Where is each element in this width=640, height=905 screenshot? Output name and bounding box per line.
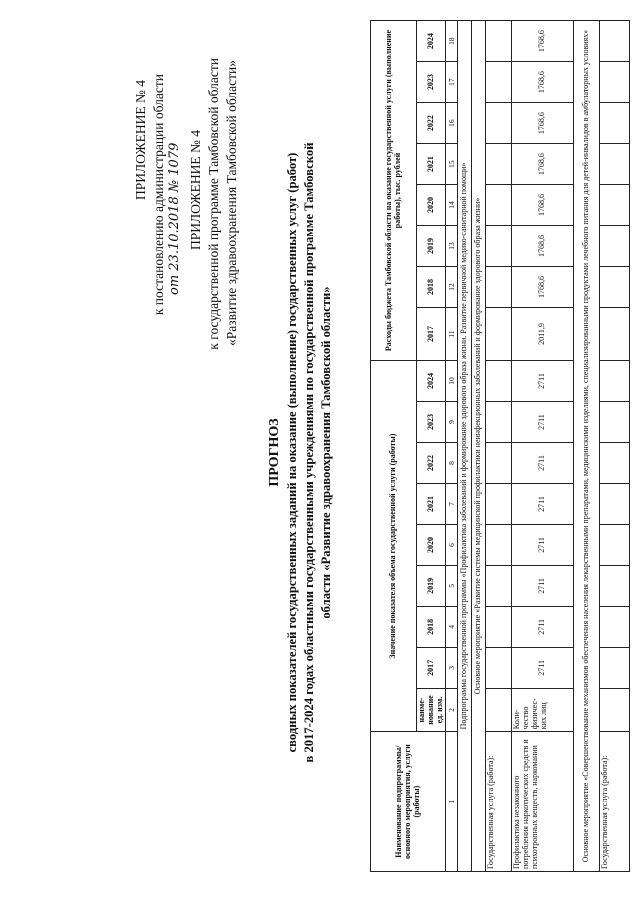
column-number: 13 [446, 226, 458, 267]
column-number: 8 [446, 443, 458, 484]
column-number: 14 [446, 185, 458, 226]
volume-value: 2711 [512, 524, 574, 565]
activity-row [574, 21, 600, 872]
column-number: 6 [446, 524, 458, 565]
appendix-title-2: ПРИЛОЖЕНИЕ № 4 [188, 130, 203, 251]
subprogram-title: Подпрограмма государственной программы «Профилактика заболеваний и формирование здорового образа жизни. Развитие первичной медико-санитарной помощи» [458, 21, 472, 872]
volume-value: 2711 [512, 443, 574, 484]
budget-value: 1768,6 [512, 226, 574, 267]
budget-value: 1768,6 [512, 144, 574, 185]
budget-value: 1768,6 [512, 103, 574, 144]
budget-value: 1768,6 [512, 267, 574, 308]
column-number: 9 [446, 402, 458, 443]
year-header: 2022 [417, 103, 446, 144]
subprogram-row [458, 21, 472, 872]
year-header: 2019 [417, 226, 446, 267]
appendix-ref-3: «Развитие здравоохранения Тамбовской области» [224, 60, 239, 347]
volume-value: 2711 [512, 402, 574, 443]
year-header: 2024 [417, 361, 446, 402]
service-name: Профилактика незаконного потребления наркотических средств и психотропных веществ, наркомании [512, 732, 574, 872]
budget-value: 1768,6 [512, 185, 574, 226]
column-number: 15 [446, 144, 458, 185]
column-number: 2 [446, 688, 458, 731]
handwritten-date: от 23.10.2018 № 1079 [167, 142, 182, 295]
table-row [512, 21, 574, 872]
activity-title: Основное мероприятие «Развитие системы медицинской профилактики неинфекционных заболеваний и формирование здорового образа жизни» [472, 21, 486, 872]
year-header: 2022 [417, 443, 446, 484]
year-header: 2019 [417, 565, 446, 606]
budget-value: 1768,6 [512, 62, 574, 103]
service-label: Государственная услуга (работа): [486, 732, 512, 872]
column-number: 12 [446, 267, 458, 308]
budget-value: 1768,6 [512, 21, 574, 62]
volume-value: 2711 [512, 647, 574, 688]
column-group-volume: Значение показателя объема государственной услуги (работы) [371, 361, 417, 732]
service-label: Государственная услуга (работа): [600, 732, 630, 872]
year-header: 2020 [417, 524, 446, 565]
year-header: 2021 [417, 144, 446, 185]
column-group-budget: Расходы бюджета Тамбовской области на оказание государственной услуги (выполнение работы), тыс. рублей [371, 21, 417, 361]
appendix-title: ПРИЛОЖЕНИЕ № 4 [133, 80, 148, 201]
service-label-row [486, 21, 512, 872]
year-header: 2023 [417, 402, 446, 443]
year-header: 2023 [417, 62, 446, 103]
column-number: 7 [446, 483, 458, 524]
budget-value: 2011,9 [512, 307, 574, 360]
service-label-row [600, 21, 630, 872]
column-number: 3 [446, 647, 458, 688]
volume-value: 2711 [512, 606, 574, 647]
volume-value: 2711 [512, 483, 574, 524]
document-subtitle-line-1: сводных показателей государственных заданий на оказание (выполнение) государственных услуг (работ) [285, 152, 299, 753]
year-header: 2018 [417, 267, 446, 308]
forecast-table [370, 20, 630, 872]
column-number: 17 [446, 62, 458, 103]
service-unit: Коли-чество физичес-ких лиц [512, 688, 574, 731]
volume-value: 2711 [512, 361, 574, 402]
year-header: 2020 [417, 185, 446, 226]
appendix-ref-2: к государственной программе Тамбовской области [206, 58, 221, 350]
activity-row [472, 21, 486, 872]
year-header: 2021 [417, 483, 446, 524]
document-subtitle-line-3: области «Развитие здравоохранения Тамбовской области» [319, 286, 333, 619]
column-number: 11 [446, 307, 458, 360]
appendix-ref: к постановлению администрации области [151, 74, 166, 316]
column-header-unit: наиме-нование ед. изм. [417, 688, 446, 731]
column-number-row [446, 21, 458, 872]
document-title: ПРОГНОЗ [267, 418, 282, 487]
table-header-row [371, 21, 417, 872]
document-subtitle-line-2: в 2017-2024 годах областными государственными учреждениями по государственной программе Тамбовской [302, 142, 316, 763]
volume-value: 2711 [512, 565, 574, 606]
column-number: 18 [446, 21, 458, 62]
year-header: 2017 [417, 647, 446, 688]
activity-title: Основное мероприятие «Совершенствование механизмов обеспечения населения лекарственными препаратами, медицинскими изделиями, специализированными продуктами лечебного питания для детей-инвалидов в амбулаторных условиях» [574, 21, 600, 872]
column-number: 10 [446, 361, 458, 402]
column-number: 16 [446, 103, 458, 144]
column-header-name: Наименование подпрограммы/основного мероприятия, услуги (работы) [371, 732, 446, 872]
column-number: 1 [446, 732, 458, 872]
year-header: 2024 [417, 21, 446, 62]
year-header: 2017 [417, 307, 446, 360]
column-number: 4 [446, 606, 458, 647]
year-header: 2018 [417, 606, 446, 647]
column-number: 5 [446, 565, 458, 606]
